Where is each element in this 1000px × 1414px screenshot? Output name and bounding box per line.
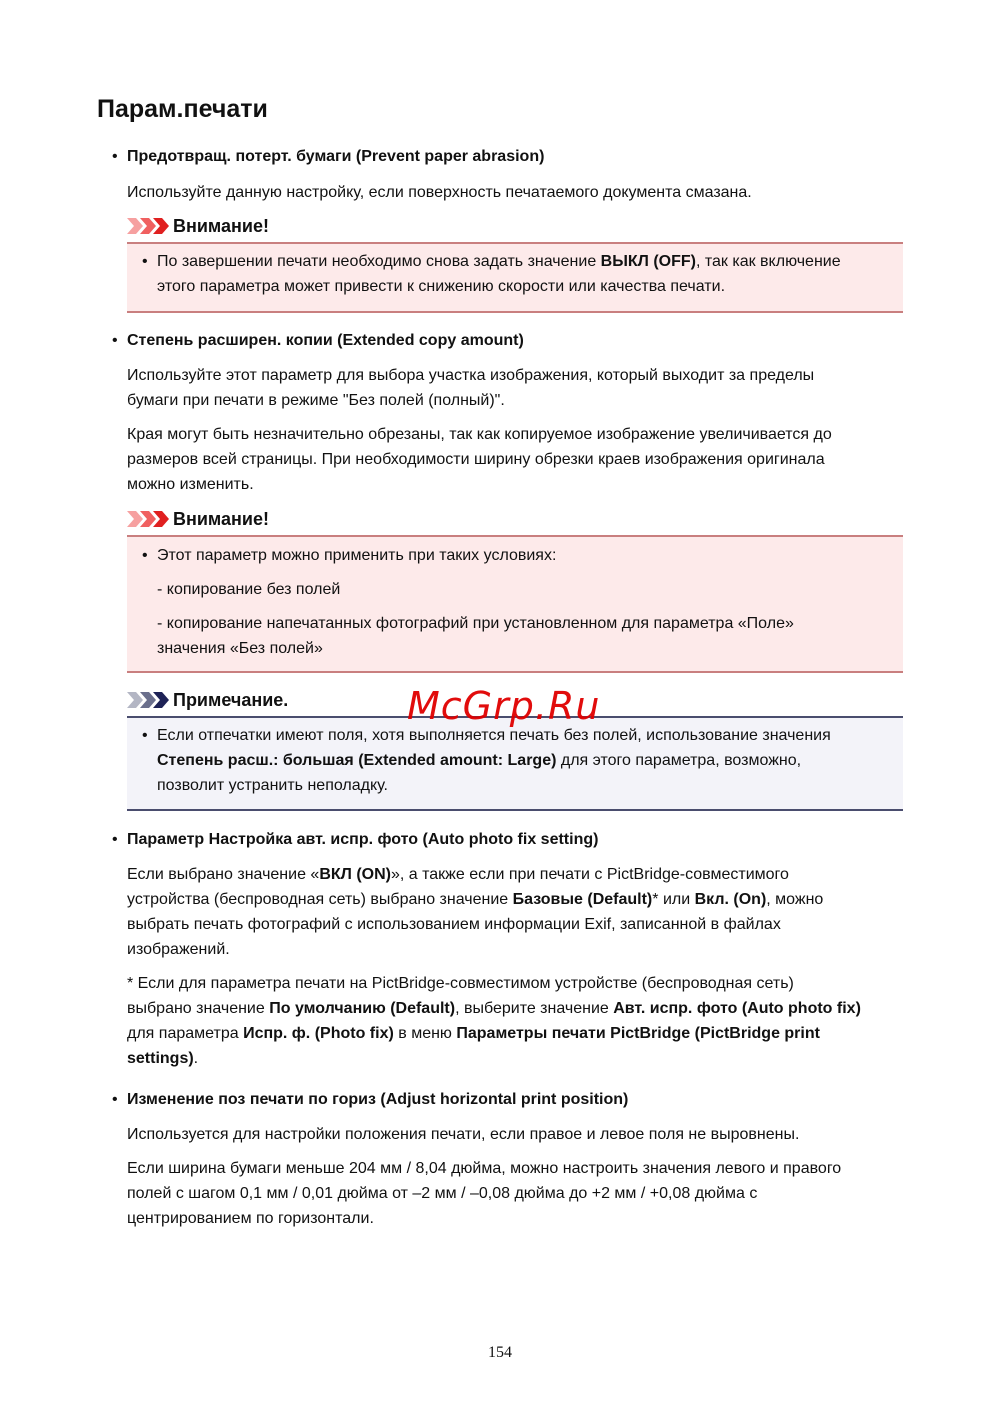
warning-label: Внимание! [173,509,269,529]
paragraph: полей с шагом 0,1 мм / 0,01 дюйма от –2 мм / –0,08 дюйма до +2 мм / +0,08 дюйма с [127,1185,758,1202]
note-text: позволит устранить неполадку. [157,777,388,794]
triple-chevron-right-icon [127,692,173,708]
paragraph: Края могут быть незначительно обрезаны, так как копируемое изображение увеличивается до [127,426,832,443]
condition-item: - копирование напечатанных фотографий при установленном для параметра «Поле» [157,615,794,632]
footnote: выбрано значение По умолчанию (Default), выберите значение Авт. испр. фото (Auto photo fix) [127,1000,861,1017]
value-off: ВЫКЛ (OFF) [600,253,696,270]
section-title: • Степень расширен. копии (Extended copy amount) [112,331,907,351]
page-title: Парам.печати [97,95,268,123]
paragraph: Если ширина бумаги меньше 204 мм / 8,04 дюйма, можно настроить значения левого и правого [127,1160,842,1177]
paragraph: выбрать печать фотографий с использованием информации Exif, записанной в файлах [127,916,781,933]
page-number: 154 [488,1344,512,1361]
warning-text: • Этот параметр можно применить при таких условиях: [157,543,883,568]
warning-text: • По завершении печати необходимо снова задать значение ВЫКЛ (OFF), так как включение [157,249,883,274]
paragraph: можно изменить. [127,476,254,493]
section-prevent-paper-abrasion [112,147,907,205]
note-text: Степень расш.: большая (Extended amount: Large) для этого параметра, возможно, [157,752,802,769]
watermark: McGrp.Ru [407,684,601,728]
warning-text: этого параметра может привести к снижению скорости или качества печати. [157,278,726,295]
warning-heading [127,215,903,237]
section-extended-copy-amount [112,331,907,497]
warning-box [127,535,903,673]
footnote: для параметра Испр. ф. (Photo fix) в меню Параметры печати PictBridge (PictBridge print [127,1025,820,1042]
paragraph: Используется для настройки положения печати, если правое и левое поля не выровнены. [127,1126,800,1143]
footnote: settings). [127,1050,199,1067]
condition-item: значения «Без полей» [157,640,323,657]
warning-heading [127,508,903,530]
warning-label: Внимание! [173,216,269,236]
paragraph: Используйте данную настройку, если поверхность печатаемого документа смазана. [127,184,752,201]
section-title: • Параметр Настройка авт. испр. фото (Auto photo fix setting) [112,830,907,850]
paragraph: Используйте этот параметр для выбора участка изображения, который выходит за пределы [127,367,815,384]
paragraph: центрированием по горизонтали. [127,1210,374,1227]
warning-box [127,242,903,313]
paragraph: бумаги при печати в режиме "Без полей (полный)". [127,392,505,409]
paragraph: устройства (беспроводная сеть) выбрано значение Базовые (Default)* или Вкл. (On), можно [127,891,824,908]
paragraph: изображений. [127,941,230,958]
section-adjust-horizontal-print-position [112,1090,907,1231]
section-title: • Предотвращ. потерт. бумаги (Prevent paper abrasion) [112,147,907,167]
triple-chevron-right-icon [127,511,173,527]
note-label: Примечание. [173,690,289,710]
section-title: • Изменение поз печати по гориз (Adjust horizontal print position) [112,1090,907,1110]
footnote: * Если для параметра печати на PictBridge-совместимом устройстве (беспроводная сеть) [127,975,794,992]
triple-chevron-right-icon [127,218,173,234]
note-text: • Если отпечатки имеют поля, хотя выполняется печать без полей, использование значения [157,723,883,748]
paragraph: Если выбрано значение «ВКЛ (ON)», а также если при печати с PictBridge-совместимого [127,866,789,883]
paragraph: размеров всей страницы. При необходимости ширину обрезки краев изображения оригинала [127,451,825,468]
condition-item: - копирование без полей [157,581,341,598]
value-extended-amount-large: Степень расш.: большая (Extended amount: Large) [157,752,557,769]
note-box [127,716,903,811]
section-auto-photo-fix [112,830,907,1071]
